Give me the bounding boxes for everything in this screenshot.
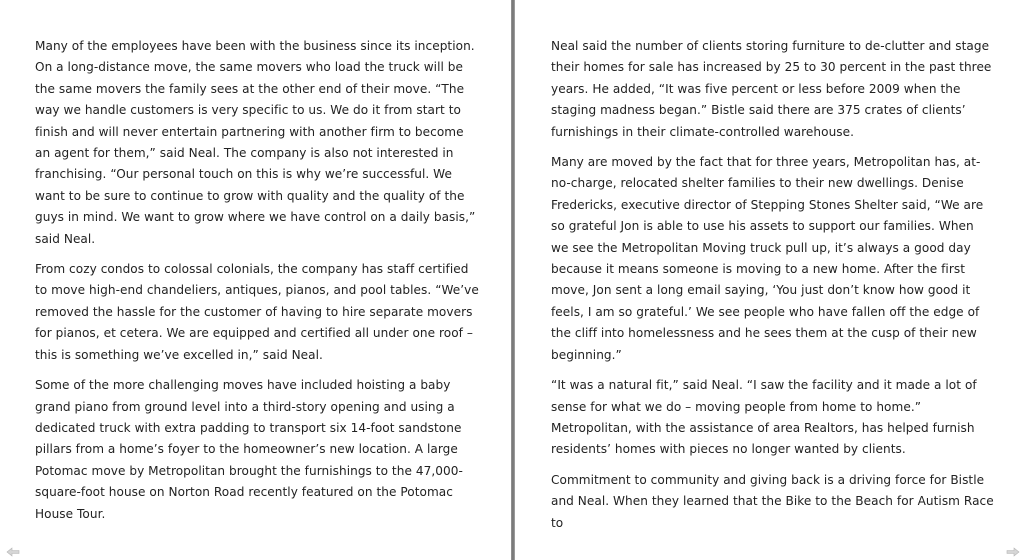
previous-page-button[interactable]	[6, 542, 20, 552]
arrow-left-icon	[6, 547, 20, 557]
right-paragraph-2: Many are moved by the fact that for three years, Metropolitan has, at-no-charge, relocated shelter families to their new dwellings. Denise Fredericks, executive director of Stepping Stones Shelter said, “We are so grateful Jon is able to use his assets to support our families. When we see the Metropolitan Moving truck pull up, it’s always a good day because it means someone is moving to a new home. After the first move, Jon sent a long email saying, ‘You just don’t know how good it feels, I am so grateful.’ We see people who have fallen off the edge of the cliff into homelessness and he sees them at the cusp of their new beginning.”	[551, 155, 984, 362]
right-paragraph-3: “It was a natural fit,” said Neal. “I saw the facility and it made a lot of sense for what we do – moving people from home to home.” Metropolitan, with the assistance of area Realtors, has helped furnish residents’ homes with pieces no longer wanted by clients.	[551, 378, 977, 457]
next-page-button[interactable]	[1006, 542, 1020, 552]
right-page	[515, 0, 1024, 560]
left-paragraph-1: Many of the employees have been with the business since its inception. On a long-distance move, the same movers who load the truck will be the same movers the family sees at the other end of their move. “The way we handle customers is very specific to us. We do it from start to finish and will never entertain partnering with another firm to become an agent for them,” said Neal. The company is also not interested in franchising. “Our personal touch on this is why we’re successful. We want to be sure to continue to grow with quality and the quality of the guys in mind. We want to grow where we have control on a daily basis,” said Neal.	[35, 39, 476, 246]
left-paragraph-2: From cozy condos to colossal colonials, the company has staff certified to move high-end chandeliers, antiques, pianos, and pool tables. “We’ve removed the hassle for the customer of having to hire separate movers for pianos, et cetera. We are equipped and certified all under one roof – this is something we’ve excelled in,” said Neal.	[35, 262, 479, 362]
right-paragraph-4: Commitment to community and giving back is a driving force for Bistle and Neal. When they learned that the Bike to the Beach for Autism Race to	[551, 472, 994, 530]
left-page	[0, 0, 511, 560]
arrow-right-icon	[1006, 547, 1020, 557]
left-paragraph-3: Some of the more challenging moves have included hoisting a baby grand piano from ground level into a third-story opening and using a dedicated truck with extra padding to transport six 14-foot sandstone pillars from a home’s foyer to the homeowner’s new location. A large Potomac move by Metropolitan brought the furnishings to the 47,000-square-foot house on Norton Road recently featured on the Potomac House Tour.	[35, 378, 463, 521]
right-paragraph-1: Neal said the number of clients storing furniture to de-clutter and stage their homes for sale has increased by 25 to 30 percent in the past three years. He added, “It was five percent or less before 2009 when the staging madness began.” Bistle said there are 375 crates of clients’ furnishings in their climate-controlled warehouse.	[551, 39, 992, 139]
